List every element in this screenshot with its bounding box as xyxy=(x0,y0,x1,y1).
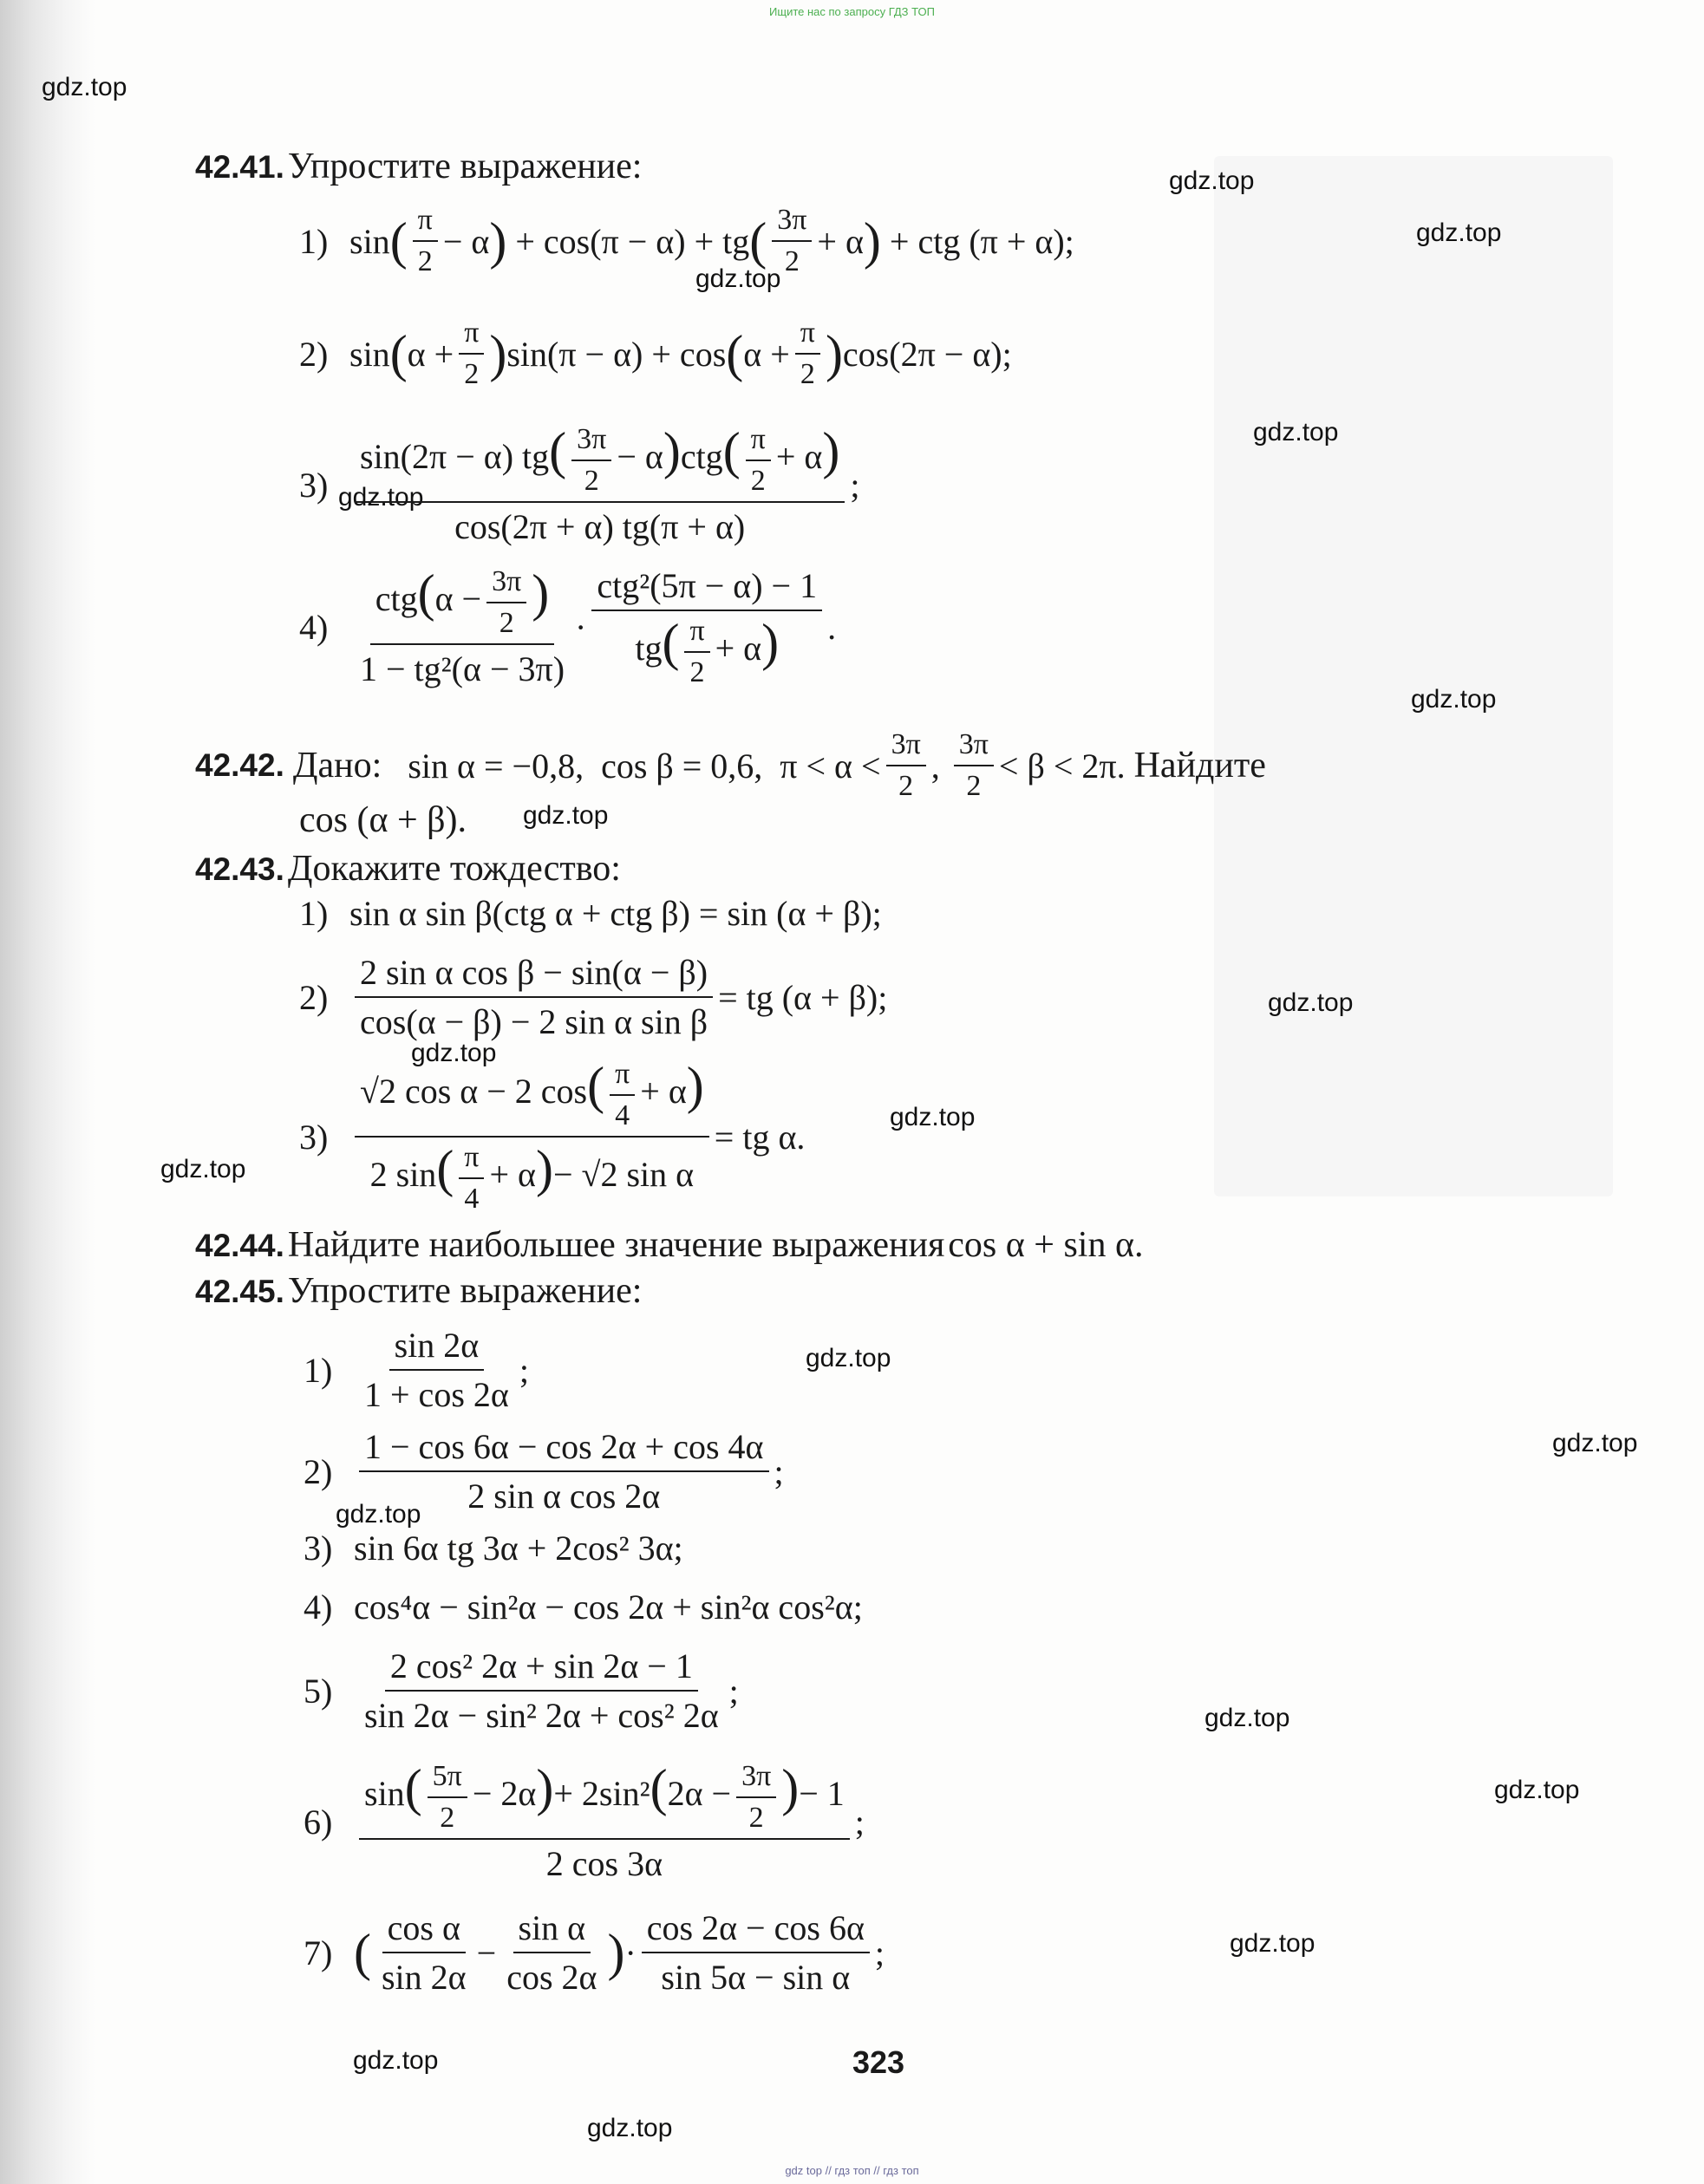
watermark: gdz.top xyxy=(890,1103,976,1131)
problem-title: Докажите тождество: xyxy=(287,849,621,889)
problem-42-45-item-7: 7) ( cos α sin 2α − sin α cos 2α ) · cos 2α − cos 6α sin 5α − sin α ; xyxy=(304,1908,885,1997)
problem-42-41-item-2: 2) sin ( α + π 2 ) sin(π − α) + cos ( α + π 2 ) cos(2π − α); xyxy=(299,316,1012,390)
watermark: gdz.top xyxy=(695,264,781,293)
problem-42-45-item-1: 1) sin 2α 1 + cos 2α ; xyxy=(304,1326,529,1414)
problem-42-45-header xyxy=(195,1270,642,1312)
watermark: gdz.top xyxy=(338,483,424,512)
page-number: 323 xyxy=(852,2044,905,2080)
watermark: gdz.top xyxy=(1230,1929,1316,1958)
problem-42-42-target: cos (α + β). xyxy=(299,800,467,840)
watermark: gdz.top xyxy=(1416,218,1502,247)
problem-42-41-item-4: 4) ctg(α − $\frac{3\pi}{2}$ ) 1 − tg²(α − 3π) · ctg²(5π − α) − 1 tg( $\frac{\pi}{2}$ + α) . xyxy=(299,564,837,688)
problem-number: 42.43. xyxy=(195,851,284,887)
problem-42-45-item-5: 5) 2 cos² 2α + sin 2α − 1 sin 2α − sin² 2α + cos² 2α ; xyxy=(304,1646,739,1735)
problem-42-43-item-3: 3) √2 cos α − 2 cos( $\frac{\pi}{4}$ + α) 2 sin( $\frac{\pi}{4}$ + α)− √2 sin α = tg α. xyxy=(299,1057,806,1215)
problem-42-43-item-1: 1) sin α sin β(ctg α + ctg β) = sin (α + β); xyxy=(299,894,882,933)
book-spine-shadow xyxy=(0,0,95,2184)
watermark: gdz.top xyxy=(1552,1429,1638,1457)
problem-42-41-header xyxy=(195,146,642,187)
problem-42-45-item-2: 2) 1 − cos 6α − cos 2α + cos 4α 2 sin α cos 2α ; xyxy=(304,1427,784,1516)
problem-42-42: 42.42. Дано: sin α = −0,8, cos β = 0,6, π < α < 3π 2 , 3π 2 < β < 2π. Найдите xyxy=(195,728,1266,802)
watermark: gdz.top xyxy=(523,801,609,830)
problem-title: Упростите выражение: xyxy=(287,1271,643,1311)
problem-42-41-item-3: 3) sin(2π − α) tg( $\frac{3\pi}{2}$ − α)ctg( $\frac{\pi}{2}$ + α) cos(2π + α) tg(π + α) ; xyxy=(299,422,860,546)
watermark: gdz.top xyxy=(1205,1704,1290,1732)
problem-42-45-item-3: 3) sin 6α tg 3α + 2cos² 3α; xyxy=(304,1529,683,1568)
problem-title: Упростите выражение: xyxy=(287,147,643,186)
problem-number: 42.45. xyxy=(195,1274,284,1309)
problem-number: 42.42. xyxy=(195,747,284,783)
watermark: gdz.top xyxy=(1169,166,1255,195)
watermark: gdz.top xyxy=(1411,685,1497,714)
show-through-background xyxy=(1214,156,1613,1196)
watermark: gdz.top xyxy=(1268,988,1354,1017)
watermark: gdz.top xyxy=(587,2114,673,2142)
problem-42-43-item-2: 2) 2 sin α cos β − sin(α − β) cos(α − β) − 2 sin α sin β = tg (α + β); xyxy=(299,953,888,1041)
watermark: gdz.top xyxy=(353,2046,439,2075)
watermark: gdz.top xyxy=(160,1155,246,1183)
watermark: gdz.top xyxy=(806,1344,891,1372)
problem-42-45-item-4: 4) cos⁴α − sin²α − cos 2α + sin²α cos²α; xyxy=(304,1587,863,1627)
problem-expression: cos α + sin α. xyxy=(948,1225,1144,1265)
problem-42-43-header xyxy=(195,848,621,890)
problem-42-44 xyxy=(195,1224,1143,1266)
watermark: gdz.top xyxy=(42,73,127,101)
problem-number: 42.44. xyxy=(195,1228,284,1263)
watermark: gdz.top xyxy=(1253,418,1339,447)
footer-note: gdz top // гдз топ // гдз топ xyxy=(785,2164,919,2177)
problem-42-45-item-6: 6) sin( $\frac{5\pi}{2}$ − 2α)+ 2sin²(2α − $\frac{3\pi}{2}$ )− 1 2 cos 3α ; xyxy=(304,1759,865,1883)
watermark: gdz.top xyxy=(1494,1776,1580,1804)
problem-number: 42.41. xyxy=(195,149,284,185)
watermark: gdz.top xyxy=(336,1500,421,1529)
problem-text-end: Найдите xyxy=(1133,746,1266,786)
watermark: gdz.top xyxy=(411,1039,497,1067)
problem-42-41-item-1: 1) sin ( π 2 − α ) + cos(π − α) + tg ( 3π 2 + α ) + ctg (π + α); xyxy=(299,204,1074,277)
problem-text-start: Дано: xyxy=(292,746,382,786)
search-note: Ищите нас по запросу ГДЗ ТОП xyxy=(769,5,935,18)
problem-title: Найдите наибольшее значение выражения xyxy=(287,1225,945,1265)
